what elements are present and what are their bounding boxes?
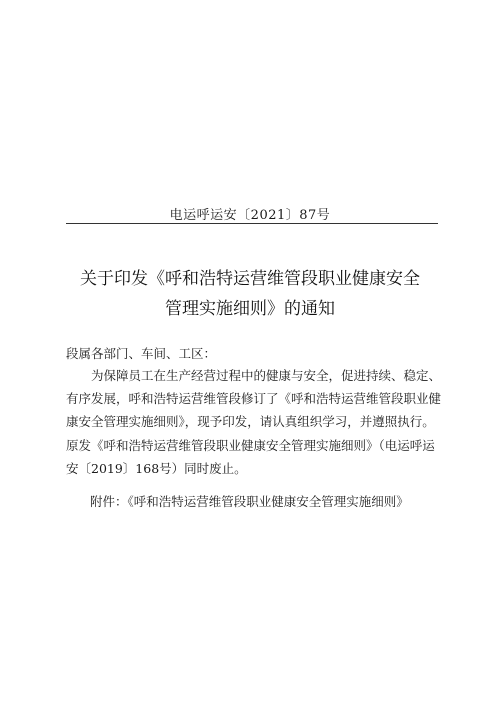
header-divider <box>66 223 438 224</box>
body-line-1: 为保障员工在生产经营过程中的健康与安全，促进持续、稳定、 <box>91 368 442 383</box>
body-line-5: 安〔2019〕168号）同时废止。 <box>66 460 247 476</box>
document-number: 电运呼运安〔2021〕87号 <box>169 208 331 223</box>
body-paragraph <box>66 364 442 480</box>
title-line-1: 关于印发《呼和浩特运营维管段职业健康安全 <box>80 269 420 289</box>
salutation: 段属各部门、车间、工区： <box>66 346 217 361</box>
document-title <box>40 264 460 324</box>
body-line-2: 有序发展，呼和浩特运营维管段修订了《呼和浩特运营维管段职业健 <box>66 391 442 407</box>
title-line-2: 管理实施细则》的通知 <box>165 299 335 319</box>
body-line-3: 康安全管理实施细则》，现予印发，请认真组织学习，并遵照执行。 <box>66 414 435 430</box>
body-line-4: 原发《呼和浩特运营维管段职业健康安全管理实施细则》（电运呼运 <box>66 437 435 453</box>
attachment-line: 附件：《呼和浩特运营维管段职业健康安全管理实施细则》 <box>90 494 409 509</box>
